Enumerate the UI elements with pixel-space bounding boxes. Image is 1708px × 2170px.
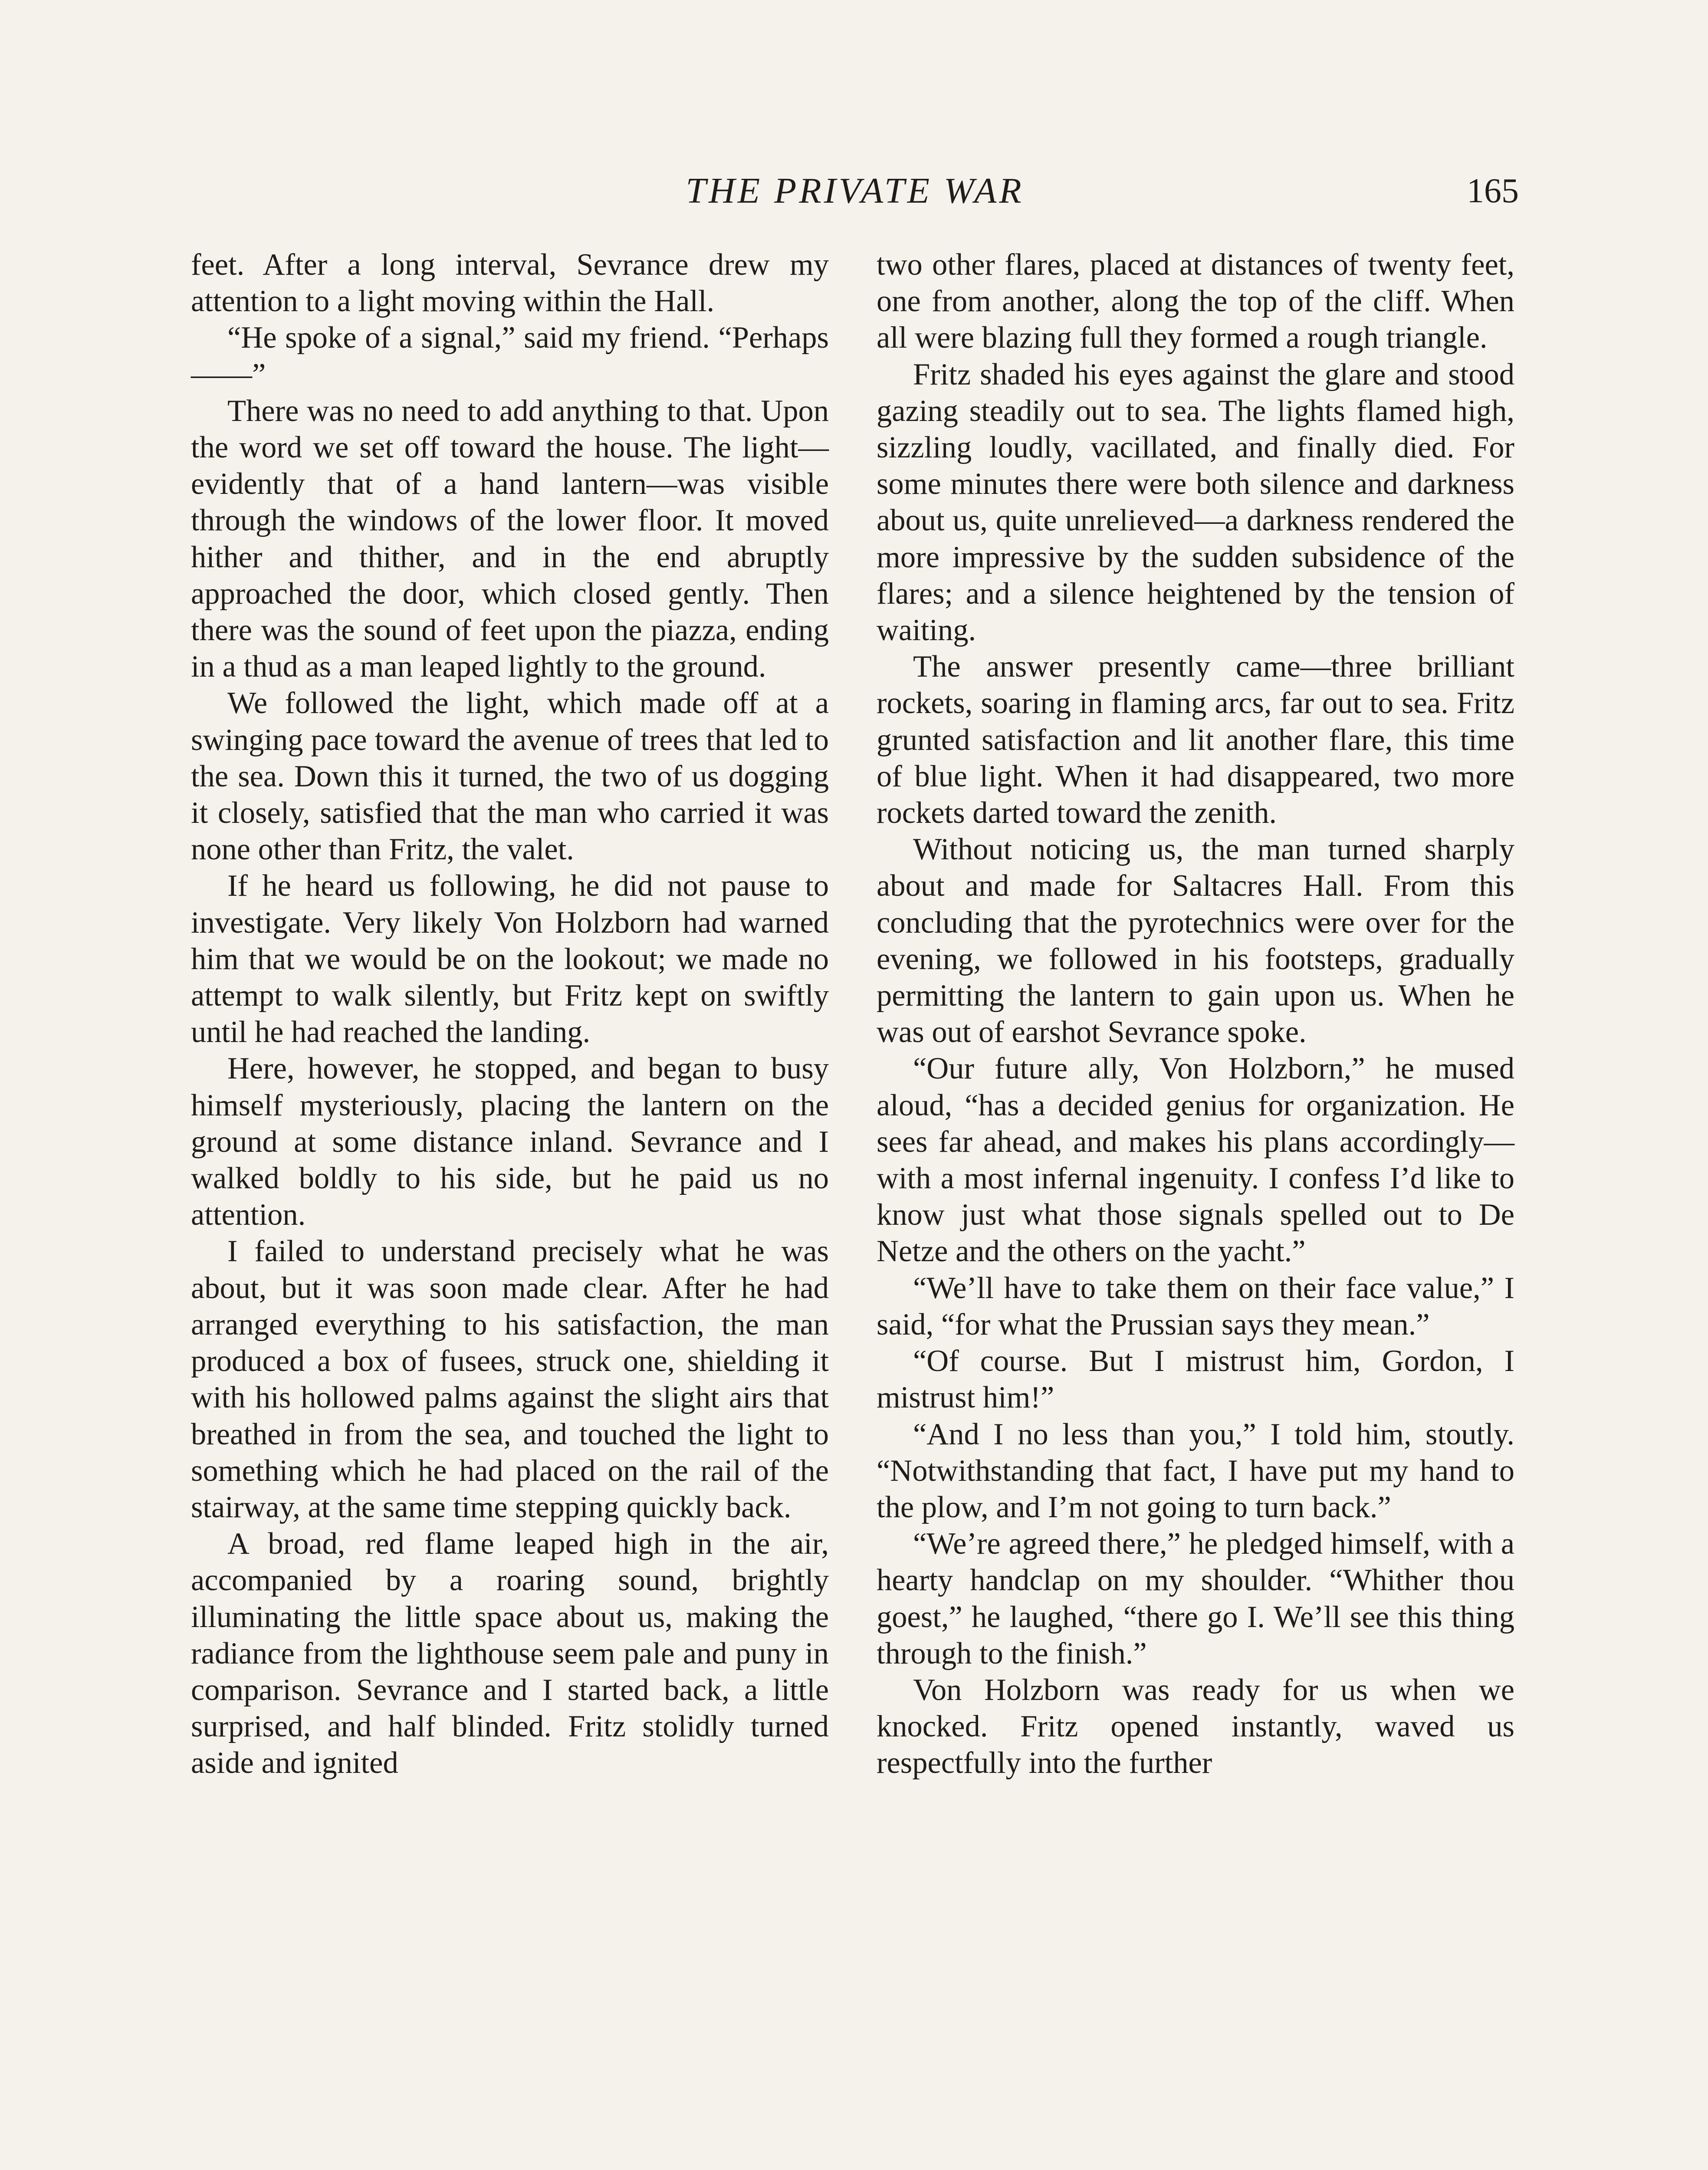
paragraph: The answer presently came—three brilliant rockets, soaring in flaming arcs, far out to sea. Fritz grunted satisfaction and lit another flare, this time of blue light. When it had disappeared, two more rockets darted toward the zenith.	[877, 650, 1514, 830]
paragraph: Von Holzborn was ready for us when we knocked. Fritz opened instantly, waved us respectfully into the further	[877, 1673, 1514, 1780]
left-column	[191, 247, 829, 1782]
paragraph: “Of course. But I mistrust him, Gordon, I mistrust him!”	[877, 1344, 1514, 1415]
paragraph: “We’ll have to take them on their face value,” I said, “for what the Prussian says they mean.”	[877, 1271, 1514, 1341]
paragraph: Without noticing us, the man turned sharply about and made for Saltacres Hall. From this concluding that the pyrotechnics were over for the evening, we followed in his footsteps, gradually permitting the lantern to gain upon us. When he was out of earshot Sevrance spoke.	[877, 832, 1514, 1049]
paragraph: “He spoke of a signal,” said my friend. “Perhaps——”	[191, 321, 829, 391]
running-title: THE PRIVATE WAR	[686, 171, 1024, 211]
paragraph: feet. After a long interval, Sevrance drew my attention to a light moving within the Hall.	[191, 248, 829, 319]
paragraph: “Our future ally, Von Holzborn,” he mused aloud, “has a decided genius for organization. He sees far ahead, and makes his plans accordingly—with a most infernal ingenuity. I confess I’d like to know just what those signals spelled out to De Netze and the others on the yacht.”	[877, 1052, 1514, 1269]
paragraph: “And I no less than you,” I told him, stoutly. “Notwithstanding that fact, I have put my hand to the plow, and I’m not going to turn back.”	[877, 1417, 1514, 1524]
paragraph: I failed to understand precisely what he was about, but it was soon made clear. After he had arranged everything to his satisfaction, the man produced a box of fusees, struck one, shielding it with his hollowed palms against the slight airs that breathed in from the sea, and touched the light to something which he had placed on the rail of the stairway, at the same time stepping quickly back.	[191, 1234, 829, 1524]
paragraph: If he heard us following, he did not pause to investigate. Very likely Von Holzborn had warned him that we would be on the lookout; we made no attempt to walk silently, but Fritz kept on swiftly until he had reached the landing.	[191, 869, 829, 1049]
page-number: 165	[1467, 172, 1519, 210]
page-header	[191, 165, 1519, 217]
paragraph: Here, however, he stopped, and began to busy himself mysteriously, placing the lantern on the ground at some distance inland. Sevrance and I walked boldly to his side, but he paid us no attention.	[191, 1052, 829, 1232]
paragraph: Fritz shaded his eyes against the glare and stood gazing steadily out to sea. The lights flamed high, sizzling loudly, vacillated, and finally died. For some minutes there were both silence and darkness about us, quite unrelieved—a darkness rendered the more impressive by the sudden subsidence of the flares; and a silence heightened by the tension of waiting.	[877, 357, 1514, 648]
paragraph: two other flares, placed at distances of twenty feet, one from another, along the top of the cliff. When all were blazing full they formed a rough triangle.	[877, 248, 1514, 355]
paragraph: There was no need to add anything to that. Upon the word we set off toward the house. The light—evidently that of a hand lantern—was visible through the windows of the lower floor. It moved hither and thither, and in the end abruptly approached the door, which closed gently. Then there was the sound of feet upon the piazza, ending in a thud as a man leaped lightly to the ground.	[191, 394, 829, 684]
paragraph: A broad, red flame leaped high in the air, accompanied by a roaring sound, brightly illuminating the little space about us, making the radiance from the lighthouse seem pale and puny in comparison. Sevrance and I started back, a little surprised, and half blinded. Fritz stolidly turned aside and ignited	[191, 1527, 829, 1780]
right-column	[877, 247, 1514, 1782]
paragraph: We followed the light, which made off at a swinging pace toward the avenue of trees that led to the sea. Down this it turned, the two of us dogging it closely, satisfied that the man who carried it was none other than Fritz, the valet.	[191, 686, 829, 867]
paragraph: “We’re agreed there,” he pledged himself, with a hearty handclap on my shoulder. “Whither thou goest,” he laughed, “there go I. We’ll see this thing through to the finish.”	[877, 1527, 1514, 1670]
